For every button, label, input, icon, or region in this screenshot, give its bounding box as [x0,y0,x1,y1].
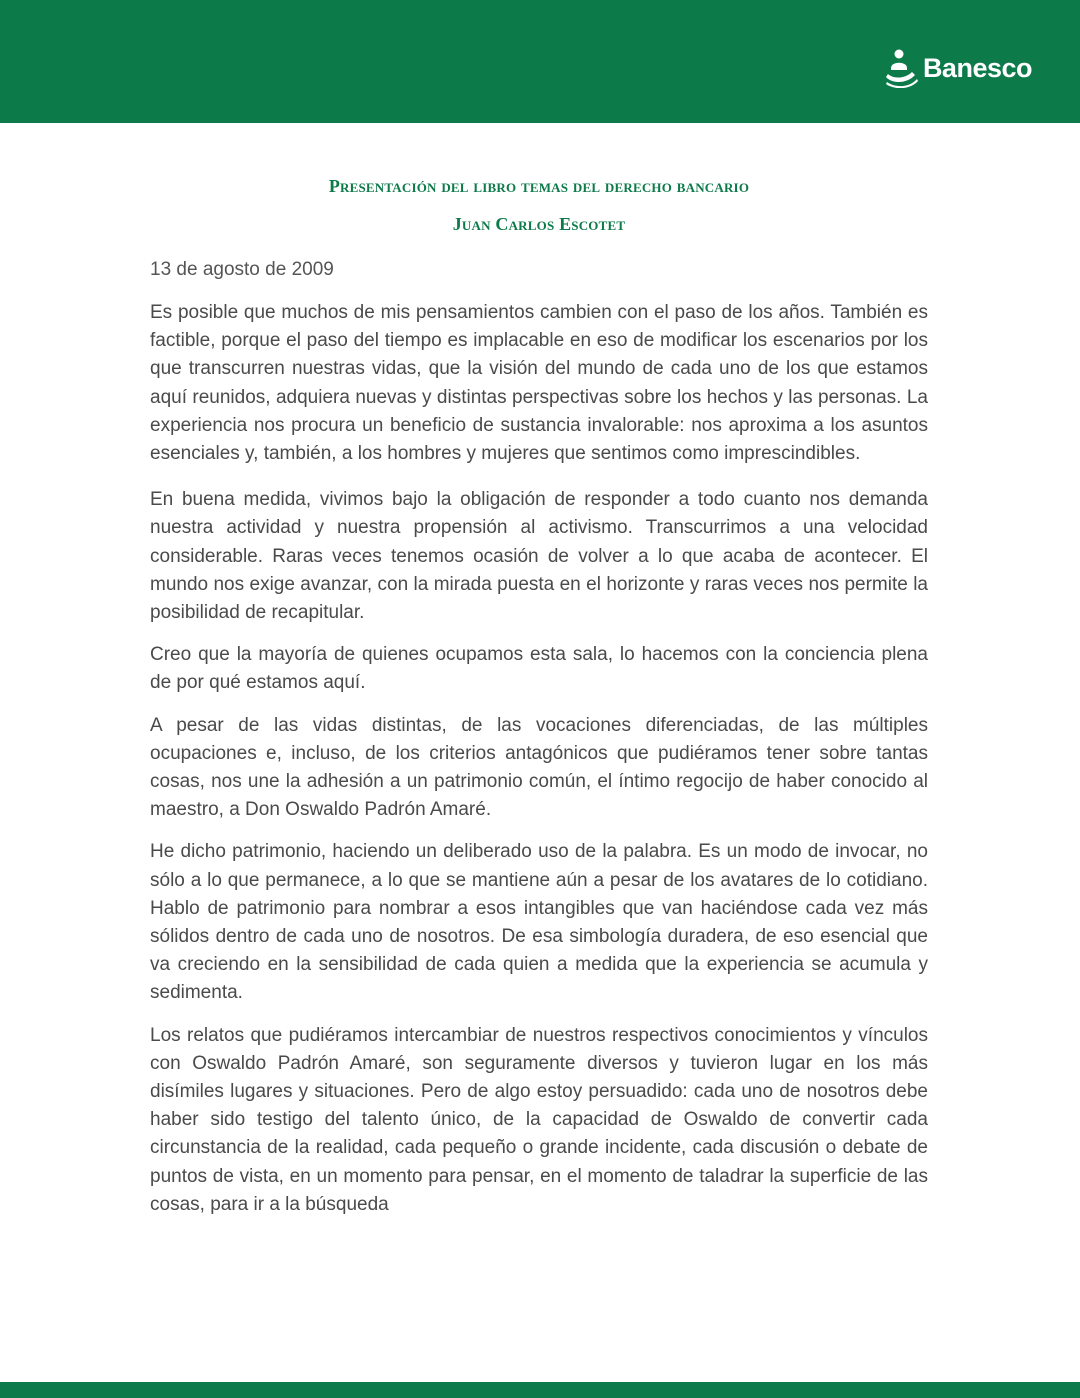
document-title: Presentación del libro temas del derecho bancario [328,176,750,196]
paragraph: Los relatos que pudiéramos intercambiar de nuestros respectivos conocimientos y vínculos con Oswaldo Padrón Amaré, son seguramente diversos y tuvieron lugar en los más disímiles lugares y situaciones. Pero de algo estoy persuadido: cada uno de nosotros debe haber sido testigo del talento único, de la capacidad de Oswaldo de convertir cada circunstancia de la realidad, cada pequeño o grande incidente, cada discusión o debate de puntos de vista, en un momento para pensar, en el momento de taladrar la superficie de las cosas, para ir a la búsqueda [150,1024,928,1215]
document-date: 13 de agosto de 2009 [150,259,334,280]
banesco-people-icon [885,48,919,88]
paragraph: Es posible que muchos de mis pensamientos cambien con el paso de los años. También es factible, porque el paso del tiempo es implacable en eso de modificar los escenarios por los que transcurren nuestras vidas, que la visión del mundo de cada uno de los que estamos aquí reunidos, adquiera nuevas y distintas perspectivas sobre los hechos y las personas. La experiencia nos procura un beneficio de sustancia invalorable: nos aproxima a los asuntos esenciales y, también, a los hombres y mujeres que sentimos como imprescindibles. [150,302,928,465]
footer-bar [0,1382,1080,1398]
paragraph: He dicho patrimonio, haciendo un deliberado uso de la palabra. Es un modo de invocar, no sólo a lo que permanece, a lo que se mantiene aún a pesar de los avatares de lo cotidiano. Hablo de patrimonio para nombrar a esos intangibles que van haciéndose cada vez más sólidos dentro de cada uno de nosotros. De esa simbología duradera, de eso esencial que va creciendo en la sensibilidad de cada quien a medida que la experiencia se acumula y sedimenta. [150,841,928,1004]
document [150,170,928,1233]
paragraph: A pesar de las vidas distintas, de las vocaciones diferenciadas, de las múltiples ocupaciones e, incluso, de los criterios antagónicos que pudiéramos tener sobre tantas cosas, nos une la adhesión a un patrimonio común, el íntimo regocijo de haber conocido al maestro, a Don Oswaldo Padrón Amaré. [150,714,928,821]
brand-name: Banesco [922,52,1032,83]
paragraph: En buena medida, vivimos bajo la obligación de responder a todo cuanto nos demanda nuestra actividad y nuestra propensión al activismo. Transcurrimos a una velocidad considerable. Raras veces tenemos ocasión de volver a lo que acaba de acontecer. El mundo nos exige avanzar, con la mirada puesta en el horizonte y raras veces nos permite la posibilidad de recapitular. [150,489,928,624]
paragraph: Creo que la mayoría de quienes ocupamos esta sala, lo hacemos con la conciencia plena de por qué estamos aquí. [150,644,928,694]
document-author: Juan Carlos Escotet [452,214,626,234]
banesco-logo[interactable] [885,48,1032,88]
document-body [150,299,928,1219]
header-bar [0,0,1080,123]
